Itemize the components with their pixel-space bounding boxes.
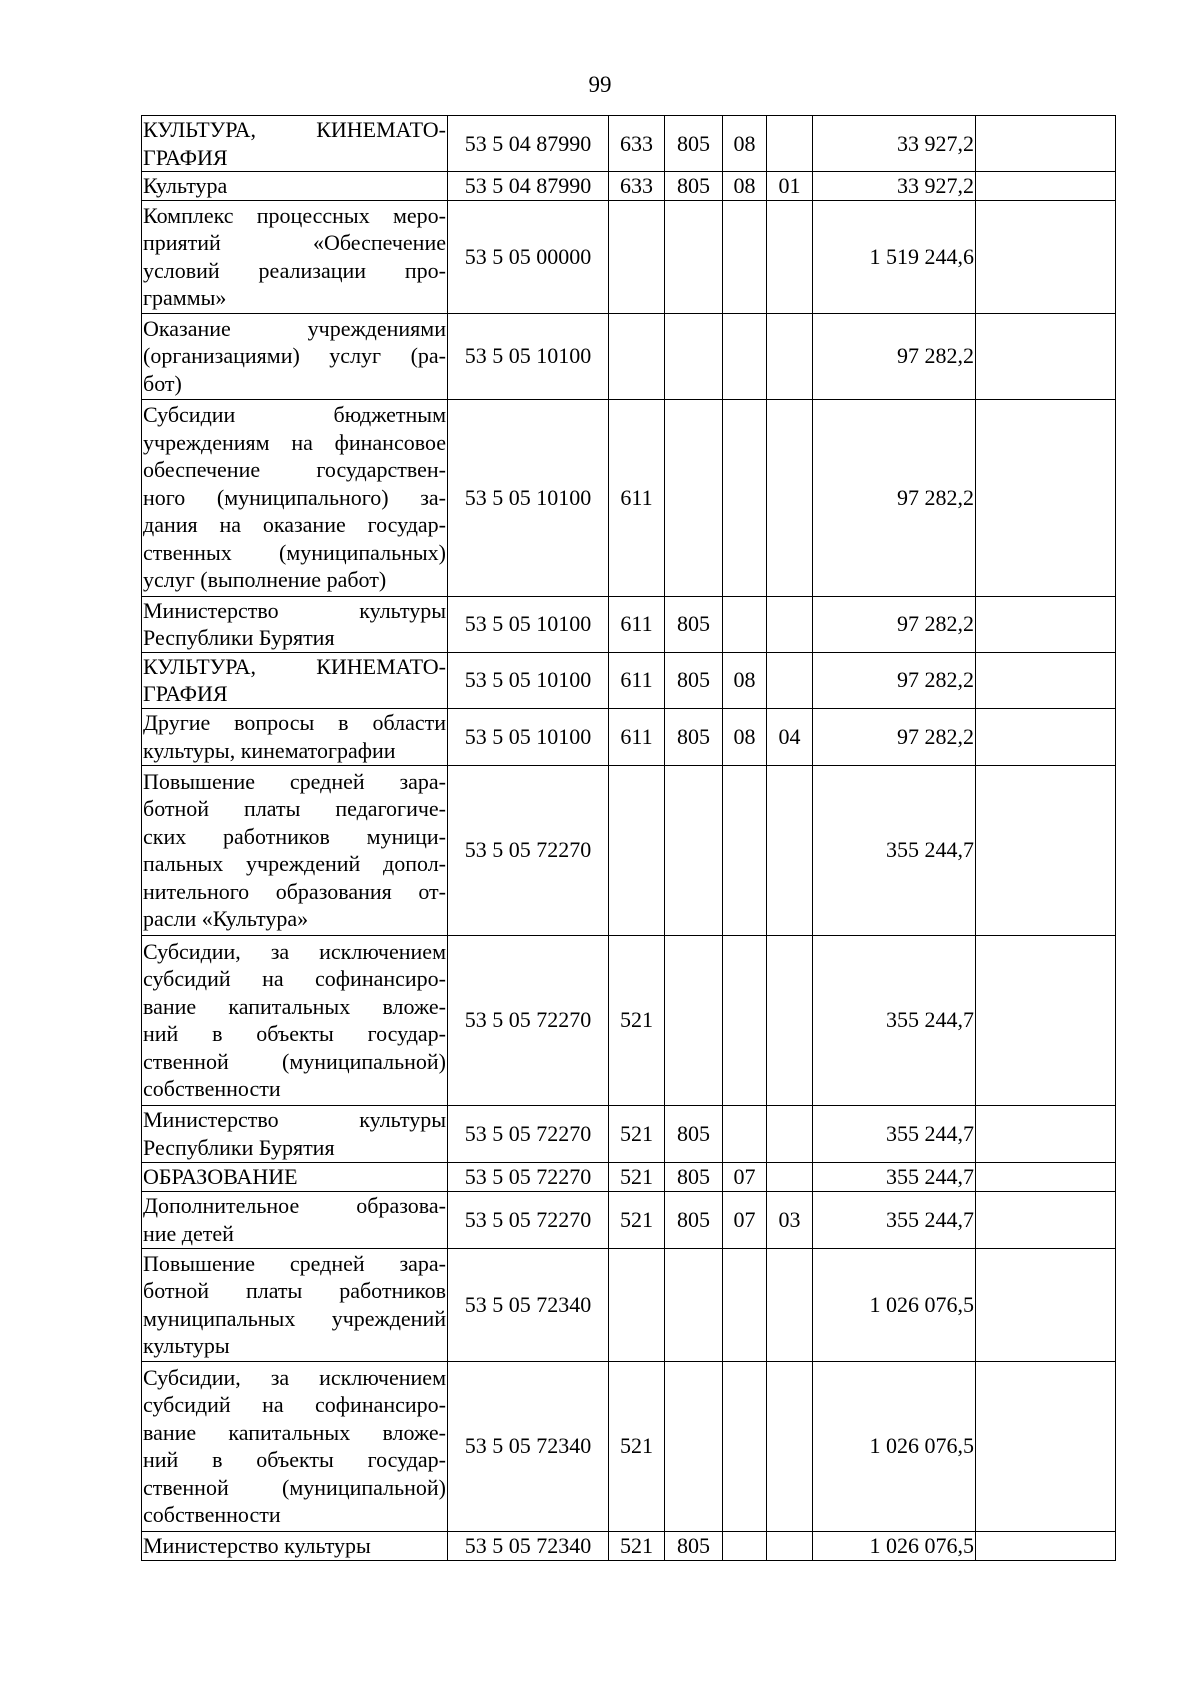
row-csr: 53 5 05 00000 (448, 200, 609, 313)
row-name-line: условий реализации про- (143, 257, 446, 283)
table-row (142, 1531, 1116, 1560)
row-name-line: вание капитальных вложе- (143, 993, 446, 1019)
row-name (142, 596, 448, 652)
row-sum: 97 282,2 (813, 399, 976, 596)
row-rz (723, 200, 767, 313)
row-pr (767, 1162, 813, 1191)
row-pr: 01 (767, 172, 813, 201)
table-row (142, 172, 1116, 201)
row-sum: 97 282,2 (813, 708, 976, 765)
row-rz: 08 (723, 652, 767, 708)
row-rz (723, 1248, 767, 1361)
row-pr (767, 652, 813, 708)
row-empty-cell (976, 708, 1116, 765)
row-rz (723, 765, 767, 935)
row-empty-cell (976, 399, 1116, 596)
row-sum: 1 026 076,5 (813, 1531, 976, 1560)
row-empty-cell (976, 1162, 1116, 1191)
row-name-line: КУЛЬТУРА, КИНЕМАТО- (143, 653, 446, 679)
row-name-line: Культура (143, 173, 228, 198)
row-name-line: ственной (муниципальной) (143, 1474, 446, 1500)
row-pr (767, 313, 813, 399)
row-rz: 07 (723, 1191, 767, 1248)
row-name-line: культуры, кинематографии (143, 737, 396, 763)
row-name-line: граммы» (143, 285, 227, 310)
row-rz (723, 596, 767, 652)
row-name-line: КУЛЬТУРА, КИНЕМАТО- (143, 117, 446, 142)
row-csr: 53 5 05 72270 (448, 935, 609, 1105)
row-csr: 53 5 04 87990 (448, 116, 609, 172)
row-vr: 521 (609, 1191, 665, 1248)
row-vr (609, 200, 665, 313)
table-row (142, 1105, 1116, 1162)
table-row (142, 708, 1116, 765)
row-name-line: Республики Бурятия (143, 1134, 335, 1160)
row-name-line: Субсидии, за исключением (143, 1364, 446, 1390)
row-name (142, 765, 448, 935)
row-name-line: Комплекс процессных меро- (143, 202, 446, 228)
row-sum: 97 282,2 (813, 596, 976, 652)
table-row (142, 596, 1116, 652)
row-pr (767, 1248, 813, 1361)
row-name-line: ских работников муници- (143, 823, 446, 849)
row-empty-cell (976, 200, 1116, 313)
row-name (142, 399, 448, 596)
row-vr: 611 (609, 596, 665, 652)
row-grbs (665, 313, 723, 399)
row-pr (767, 765, 813, 935)
row-name (142, 200, 448, 313)
table-row (142, 399, 1116, 596)
row-csr: 53 5 05 72340 (448, 1248, 609, 1361)
row-pr (767, 200, 813, 313)
row-name (142, 1361, 448, 1531)
row-name-line: Министерство культуры (143, 1107, 446, 1132)
row-rz (723, 1361, 767, 1531)
row-csr: 53 5 05 72270 (448, 1191, 609, 1248)
row-vr: 521 (609, 1162, 665, 1191)
row-name-line: ние детей (143, 1220, 234, 1246)
row-rz (723, 399, 767, 596)
row-pr (767, 116, 813, 172)
row-name-line: дания на оказание государ- (143, 512, 446, 538)
row-name-line: (организациями) услуг (ра- (143, 343, 446, 369)
row-vr: 611 (609, 708, 665, 765)
row-sum: 355 244,7 (813, 1105, 976, 1162)
row-vr: 521 (609, 1531, 665, 1560)
row-csr: 53 5 05 72340 (448, 1361, 609, 1531)
row-csr: 53 5 05 10100 (448, 313, 609, 399)
table-row (142, 935, 1116, 1105)
row-vr (609, 1248, 665, 1361)
row-name-line: собственности (143, 1076, 281, 1101)
budget-table (141, 115, 1116, 1561)
row-empty-cell (976, 1191, 1116, 1248)
row-name-line: ГРАФИЯ (143, 681, 228, 706)
row-name-line: Повышение средней зара- (143, 768, 446, 794)
row-sum: 33 927,2 (813, 172, 976, 201)
row-vr (609, 765, 665, 935)
row-grbs: 805 (665, 1531, 723, 1560)
row-sum: 1 519 244,6 (813, 200, 976, 313)
row-csr: 53 5 05 72270 (448, 1105, 609, 1162)
row-grbs (665, 1248, 723, 1361)
row-name-line: ний в объекты государ- (143, 1447, 446, 1472)
table-row (142, 1162, 1116, 1191)
row-name (142, 172, 448, 201)
row-name (142, 313, 448, 399)
row-pr (767, 596, 813, 652)
row-empty-cell (976, 1531, 1116, 1560)
row-name (142, 1162, 448, 1191)
row-name-line: нительного образования от- (143, 878, 446, 904)
row-rz: 08 (723, 708, 767, 765)
row-csr: 53 5 05 72270 (448, 1162, 609, 1191)
row-pr: 04 (767, 708, 813, 765)
table-row (142, 1361, 1116, 1531)
row-name-line: Министерство культуры (143, 597, 446, 623)
row-name-line: Оказание учреждениями (143, 315, 446, 341)
row-grbs (665, 765, 723, 935)
row-csr: 53 5 04 87990 (448, 172, 609, 201)
row-sum: 1 026 076,5 (813, 1248, 976, 1361)
row-name-line: учреждениям на финансовое (143, 429, 446, 455)
row-name-line: Субсидии, за исключением (143, 938, 446, 964)
row-grbs: 805 (665, 652, 723, 708)
row-rz (723, 313, 767, 399)
row-name (142, 116, 448, 172)
row-name-line: Республики Бурятия (143, 625, 335, 650)
row-name-line: пальных учреждений допол- (143, 851, 446, 876)
row-grbs (665, 935, 723, 1105)
row-vr: 633 (609, 172, 665, 201)
row-pr: 03 (767, 1191, 813, 1248)
row-csr: 53 5 05 10100 (448, 596, 609, 652)
row-rz: 08 (723, 172, 767, 201)
row-empty-cell (976, 172, 1116, 201)
row-sum: 33 927,2 (813, 116, 976, 172)
row-name-line: субсидий на софинансиро- (143, 966, 446, 991)
row-vr (609, 313, 665, 399)
table-row (142, 1191, 1116, 1248)
row-name (142, 935, 448, 1105)
row-grbs (665, 1361, 723, 1531)
row-grbs (665, 200, 723, 313)
row-empty-cell (976, 935, 1116, 1105)
row-name-line: ного (муниципального) за- (143, 484, 446, 510)
row-vr: 633 (609, 116, 665, 172)
row-vr: 521 (609, 1361, 665, 1531)
row-rz (723, 1105, 767, 1162)
row-name-line: Другие вопросы в области (143, 710, 446, 735)
row-empty-cell (976, 652, 1116, 708)
row-name-line: собственности (143, 1502, 281, 1527)
row-name-line: Дополнительное образова- (143, 1193, 446, 1218)
row-empty-cell (976, 313, 1116, 399)
table-row (142, 1248, 1116, 1361)
row-vr: 521 (609, 1105, 665, 1162)
page-number: 99 (588, 72, 612, 97)
row-empty-cell (976, 116, 1116, 172)
row-pr (767, 1105, 813, 1162)
row-pr (767, 399, 813, 596)
row-name-line: обеспечение государствен- (143, 457, 446, 483)
row-csr: 53 5 05 10100 (448, 399, 609, 596)
row-name-line: муниципальных учреждений (143, 1305, 446, 1331)
row-csr: 53 5 05 10100 (448, 652, 609, 708)
row-pr (767, 1531, 813, 1560)
table-row (142, 652, 1116, 708)
table-row (142, 313, 1116, 399)
row-name-line: ственной (муниципальной) (143, 1048, 446, 1074)
row-sum: 355 244,7 (813, 1191, 976, 1248)
row-empty-cell (976, 1361, 1116, 1531)
row-name-line: ботной платы работников (143, 1278, 446, 1303)
row-vr: 611 (609, 399, 665, 596)
row-csr: 53 5 05 72340 (448, 1531, 609, 1560)
row-name-line: услуг (выполнение работ) (143, 567, 387, 593)
row-grbs (665, 399, 723, 596)
row-name (142, 1191, 448, 1248)
row-sum: 355 244,7 (813, 1162, 976, 1191)
row-sum: 97 282,2 (813, 652, 976, 708)
row-grbs: 805 (665, 708, 723, 765)
row-rz (723, 935, 767, 1105)
table-row (142, 116, 1116, 172)
row-rz: 08 (723, 116, 767, 172)
row-name (142, 1105, 448, 1162)
row-empty-cell (976, 1248, 1116, 1361)
row-empty-cell (976, 765, 1116, 935)
row-vr: 521 (609, 935, 665, 1105)
row-empty-cell (976, 1105, 1116, 1162)
row-vr: 611 (609, 652, 665, 708)
row-grbs: 805 (665, 1162, 723, 1191)
row-name-line: приятий «Обеспечение (143, 230, 446, 255)
row-name-line: субсидий на софинансиро- (143, 1392, 446, 1417)
row-name-line: Повышение средней зара- (143, 1250, 446, 1276)
row-grbs: 805 (665, 596, 723, 652)
row-name-line: ГРАФИЯ (143, 144, 228, 170)
row-name-line: ний в объекты государ- (143, 1021, 446, 1046)
row-name-line: вание капитальных вложе- (143, 1419, 446, 1445)
row-name-line: Министерство культуры (143, 1532, 371, 1558)
row-name (142, 652, 448, 708)
row-pr (767, 935, 813, 1105)
table-row (142, 200, 1116, 313)
row-sum: 355 244,7 (813, 935, 976, 1105)
row-name-line: бот) (143, 370, 182, 396)
row-csr: 53 5 05 10100 (448, 708, 609, 765)
row-name-line: ОБРАЗОВАНИЕ (143, 1163, 298, 1189)
row-grbs: 805 (665, 1191, 723, 1248)
row-csr: 53 5 05 72270 (448, 765, 609, 935)
row-grbs: 805 (665, 116, 723, 172)
row-name (142, 1248, 448, 1361)
row-grbs: 805 (665, 172, 723, 201)
row-sum: 97 282,2 (813, 313, 976, 399)
row-name (142, 708, 448, 765)
row-rz: 07 (723, 1162, 767, 1191)
row-name-line: ственных (муниципальных) (143, 539, 446, 565)
row-name-line: культуры (143, 1333, 230, 1358)
row-pr (767, 1361, 813, 1531)
row-grbs: 805 (665, 1105, 723, 1162)
row-sum: 355 244,7 (813, 765, 976, 935)
row-name-line: расли «Культура» (143, 906, 309, 931)
row-name (142, 1531, 448, 1560)
row-sum: 1 026 076,5 (813, 1361, 976, 1531)
table-row (142, 765, 1116, 935)
row-empty-cell (976, 596, 1116, 652)
row-rz (723, 1531, 767, 1560)
row-name-line: Субсидии бюджетным (143, 402, 446, 428)
row-name-line: ботной платы педагогиче- (143, 796, 446, 821)
